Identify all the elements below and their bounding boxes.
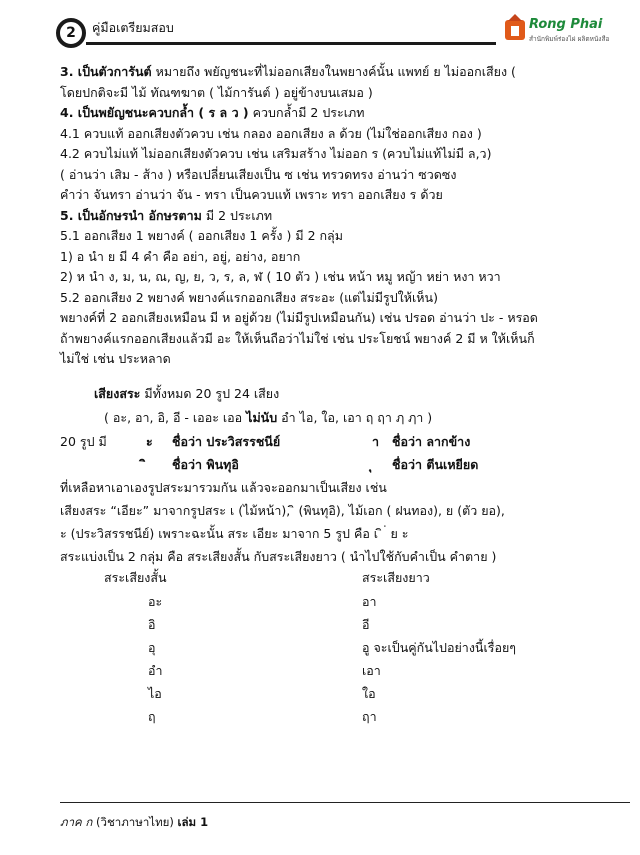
- body-line: [60, 126, 482, 142]
- vowel-forms-line: [104, 410, 432, 426]
- long-vowel: อา: [362, 594, 377, 609]
- body-line: [60, 351, 171, 367]
- body-line: [60, 310, 538, 326]
- logo-name: Rong Phai: [529, 17, 603, 32]
- header-title: คู่มือเตรียมสอบ: [92, 20, 174, 35]
- body-line-text: 4.2 ควบไม่แท้ ไม่ออกเสียงตัวควบ เช่น เสริมสร้าง ไม่ออก ร (ควบไม่แท้ไม่มี ล,ว): [60, 146, 492, 161]
- paragraph-line: สระแบ่งเป็น 2 กลุ่ม คือ สระเสียงสั้น กับสระเสียงยาว ( นำไปใช้กับคำเป็น คำตาย ): [60, 549, 497, 564]
- body-line-text: โดยปกติจะมี ไม้ ทัณฑฆาต ( ไม้การันต์ ) อยู่ข้างบนเสมอ ): [60, 84, 373, 100]
- body-line-text: 5.1 ออกเสียง 1 พยางค์ ( ออกเสียง 1 ครั้ง ) มี 2 กลุ่ม: [60, 228, 343, 243]
- vowel-row1-a-symbol: ะ: [146, 434, 153, 449]
- body-line-text: ไม่ใช่ เช่น ประหลาด: [60, 351, 171, 366]
- vowel-section-count: มีทั้งหมด 20 รูป 24 เสียง: [140, 386, 280, 401]
- long-vowel: ฤา: [362, 709, 377, 724]
- vowel-forms-exclude: ไม่นับ: [246, 410, 278, 425]
- vowel-section-title: เสียงสระ: [94, 386, 141, 401]
- body-line-text: 2) ห นำ ง, ม, น, ณ, ญ, ย, ว, ร, ล, ฬ ( 10 ตัว ) เช่น หน้า หมู หญ้า หย่า หงา หวา: [60, 269, 501, 284]
- short-vowel: อะ: [148, 594, 163, 609]
- vowel-section-heading: [94, 386, 279, 402]
- body-line-text: 5.2 ออกเสียง 2 พยางค์ พยางค์แรกออกเสียง สระอะ (แต่ไม่มีรูปให้เห็น): [60, 289, 438, 305]
- body-line: [60, 290, 438, 306]
- paragraph-line: ะ (ประวิสรรชนีย์) เพราะฉะนั้น สระ เอียะ มาจาก 5 รูป คือ เ ิ ่ ย ะ: [60, 526, 409, 541]
- vowel-row2-b-name: ชื่อว่า ตีนเหยียด: [392, 457, 479, 472]
- body-line-text: 4.1 ควบแท้ ออกเสียงตัวควบ เช่น กลอง ออกเสียง ล ด้วย (ไม่ใช่ออกเสียง กอง ): [60, 125, 482, 141]
- short-vowel: อิ: [148, 617, 156, 632]
- vowel-forms-post: อำ ไอ, ใอ, เอา ฤ ฤา ฦ ฦา ): [277, 410, 433, 425]
- body-line-text: มี 2 ประเภท: [201, 207, 273, 223]
- vowel-row2-a-name: ชื่อว่า พินทุอิ: [172, 457, 239, 472]
- body-line-text: คำว่า จันทรา อ่านว่า จัน - ทรา เป็นควบแท้ เพราะ ทรา ออกเสียง ร ด้วย: [60, 187, 443, 202]
- body-line: [60, 208, 272, 224]
- body-line-heading: 4. เป็นพยัญชนะควบกล้ำ ( ร ล ว ): [60, 105, 249, 120]
- long-vowel: ใอ: [362, 686, 376, 701]
- vowel-row1-b-name: ชื่อว่า ลากข้าง: [392, 434, 471, 449]
- paragraph-line: เสียงสระ “เอียะ” มาจากรูปสระ เ (ไม้หน้า), ิ (พินทุอิ), ไม้เอก ( ฝนทอง), ย (ตัว ยอ),: [60, 503, 505, 518]
- body-line: [60, 187, 443, 203]
- page-header: [0, 0, 640, 60]
- short-vowel: อุ: [148, 640, 156, 655]
- long-vowel-header: สระเสียงยาว: [362, 570, 430, 585]
- footer-rule: [60, 802, 630, 803]
- vowel-row1-prefix: 20 รูป มี: [60, 434, 107, 449]
- body-line: [60, 85, 373, 101]
- vowel-forms-pre: ( อะ, อา, อิ, อี - เออะ เออ: [104, 410, 247, 425]
- publisher-logo: [505, 14, 615, 48]
- body-line: [60, 228, 343, 244]
- page-footer: [60, 814, 208, 832]
- long-vowel: เอา: [362, 663, 381, 678]
- long-vowel: อี: [362, 617, 370, 632]
- footer-subject: (วิชาภาษาไทย): [92, 815, 178, 829]
- body-line-text: ( อ่านว่า เสิม - ส้าง ) หรือเปลี่ยนเสียงเป็น ซ เช่น ทรวดทรง อ่านว่า ซวดซง: [60, 166, 457, 182]
- body-line: [60, 64, 516, 80]
- body-line: [60, 331, 535, 347]
- body-line-text: พยางค์ที่ 2 ออกเสียงเหมือน มี ห อยู่ด้วย (ไม่มีรูปเหมือนกัน) เช่น ปรอด อ่านว่า ปะ - หรอด: [60, 310, 538, 325]
- body-line-heading: 5. เป็นอักษรนำ อักษรตาม: [60, 207, 202, 223]
- paragraph-line: ที่เหลือหาเอาเองรูปสระมารวมกัน แล้วจะออกมาเป็นเสียง เช่น: [60, 480, 387, 495]
- body-line: [60, 249, 300, 265]
- body-line-text: หมายถึง พยัญชนะที่ไม่ออกเสียงในพยางค์นั้น แพทย์ ย ไม่ออกเสียง (: [151, 64, 516, 79]
- body-line-text: 1) อ นำ ย มี 4 คำ คือ อย่า, อยู่, อย่าง, อยาก: [60, 248, 301, 264]
- house-icon: [505, 20, 525, 40]
- short-vowel: ไอ: [148, 686, 162, 701]
- long-vowel: อู จะเป็นคู่กันไปอย่างนี้เรื่อยๆ: [362, 640, 516, 655]
- body-line-heading: 3. เป็นตัวการันต์: [60, 64, 152, 79]
- logo-tagline: สำนักพิมพ์ร่องไผ่ ผลิตหนังสือ: [529, 35, 610, 43]
- short-vowel: อำ: [148, 663, 163, 678]
- body-line-text: ควบกล้ำมี 2 ประเภท: [248, 105, 365, 120]
- footer-volume: เล่ม 1: [177, 815, 209, 829]
- short-vowel: ฤ: [148, 709, 156, 724]
- body-line: [60, 269, 501, 285]
- page-number-badge: 2: [56, 18, 86, 48]
- vowel-row1-b-symbol: า: [372, 434, 380, 449]
- footer-section: ภาค ก: [60, 815, 93, 829]
- body-line-text: ถ้าพยางค์แรกออกเสียงแล้วมี อะ ให้เห็นถือว่าไม่ใช่ เช่น ประโยชน์ พยางค์ 2 มี ห ให้เห็นก็: [60, 330, 535, 346]
- short-vowel-header: สระเสียงสั้น: [104, 570, 167, 585]
- body-line: [60, 167, 457, 183]
- body-line: [60, 146, 491, 162]
- body-line: [60, 105, 364, 121]
- vowel-row1-a-name: ชื่อว่า ประวิสรรชนีย์: [172, 434, 281, 449]
- header-rule: [86, 42, 496, 45]
